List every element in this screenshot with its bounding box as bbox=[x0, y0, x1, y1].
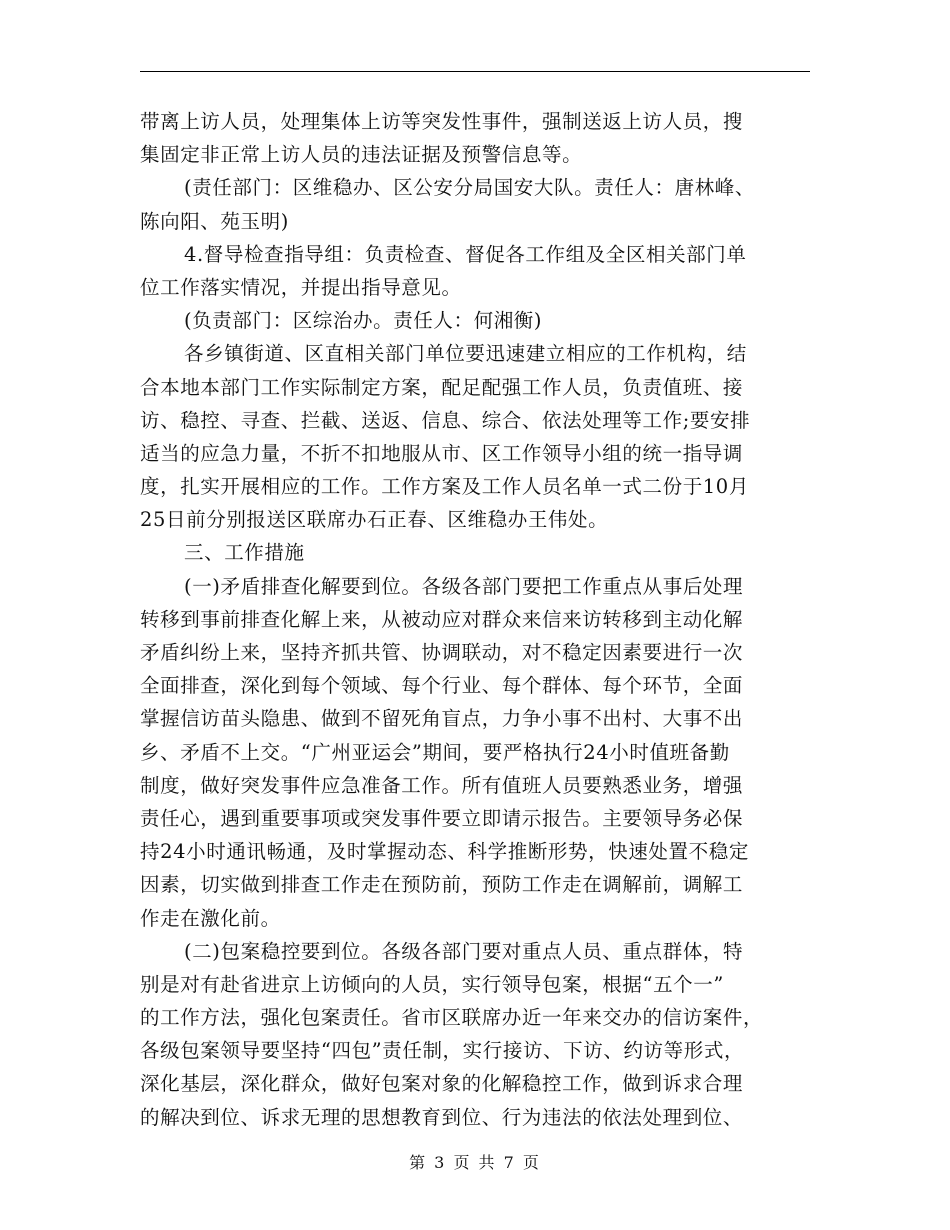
text-line: 三、工作措施 bbox=[184, 541, 305, 565]
text-line: 制度，做好突发事件应急准备工作。所有值班人员要熟悉业务，增强 bbox=[140, 773, 744, 797]
text-line: 别是对有赴省进京上访倾向的人员，实行领导包案，根据“五个一” bbox=[140, 972, 724, 996]
text-line: (责任部门：区维稳办、区公安分局国安大队。责任人：唐林峰、 bbox=[184, 176, 756, 200]
text-line: 位工作落实情况，并提出指导意见。 bbox=[140, 275, 462, 299]
text-line: 访、稳控、寻查、拦截、送返、信息、综合、依法处理等工作;要安排 bbox=[140, 408, 751, 432]
text-line: 作走在激化前。 bbox=[140, 906, 281, 930]
text-line: 持24小时通讯畅通，及时掌握动态、科学推断形势，快速处置不稳定 bbox=[140, 840, 749, 864]
text-line: 25日前分别报送区联席办石正春、区维稳办王伟处。 bbox=[140, 508, 609, 532]
text-line: 陈向阳、苑玉明) bbox=[140, 209, 289, 233]
text-line: (二)包案稳控要到位。各级各部门要对重点人员、重点群体，特 bbox=[184, 939, 744, 963]
text-line: 掌握信访苗头隐患、做到不留死角盲点，力争小事不出村、大事不出 bbox=[140, 707, 744, 731]
text-line: 全面排查，深化到每个领域、每个行业、每个群体、每个环节，全面 bbox=[140, 674, 744, 698]
header-rule bbox=[140, 71, 810, 72]
text-line: 4.督导检查指导组：负责检查、督促各工作组及全区相关部门单 bbox=[184, 242, 747, 266]
text-line: 责任心，遇到重要事项或突发事件要立即请示报告。主要领导务必保 bbox=[140, 806, 744, 830]
text-line: 的解决到位、诉求无理的思想教育到位、行为违法的依法处理到位、 bbox=[140, 1105, 744, 1129]
text-line: 乡、矛盾不上交。“广州亚运会”期间，要严格执行24小时值班备勤 bbox=[140, 740, 730, 764]
text-line: 合本地本部门工作实际制定方案，配足配强工作人员，负责值班、接 bbox=[140, 375, 744, 399]
text-line: 适当的应急力量，不折不扣地服从市、区工作领导小组的统一指导调 bbox=[140, 441, 744, 465]
text-line: 带离上访人员，处理集体上访等突发性事件，强制送返上访人员，搜 bbox=[140, 110, 744, 133]
text-line: 各乡镇街道、区直相关部门单位要迅速建立相应的工作机构，结 bbox=[184, 342, 747, 366]
text-line: 矛盾纠纷上来，坚持齐抓共管、协调联动，对不稳定因素要进行一次 bbox=[140, 641, 744, 664]
text-line: 深化基层，深化群众，做好包案对象的化解稳控工作，做到诉求合理 bbox=[140, 1072, 744, 1096]
text-line: 集固定非正常上访人员的违法证据及预警信息等。 bbox=[140, 143, 583, 167]
document-body bbox=[140, 105, 820, 1134]
text-line: (一)矛盾排查化解要到位。各级各部门要把工作重点从事后处理 bbox=[184, 574, 744, 598]
text-line: 因素，切实做到排查工作走在预防前，预防工作走在调解前，调解工 bbox=[140, 873, 744, 897]
page-footer: 第 3 页 共 7 页 bbox=[409, 1153, 541, 1172]
text-line: 的工作方法，强化包案责任。省市区联席办近一年来交办的信访案件， bbox=[140, 1006, 764, 1030]
text-line: 各级包案领导要坚持“四包”责任制，实行接访、下访、约访等形式， bbox=[140, 1039, 745, 1063]
text-line: 转移到事前排查化解上来，从被动应对群众来信来访转移到主动化解 bbox=[140, 607, 744, 631]
text-line: (负责部门：区综治办。责任人：何湘衡) bbox=[184, 309, 543, 333]
text-line: 度，扎实开展相应的工作。工作方案及工作人员名单一式二份于10月 bbox=[140, 475, 749, 499]
